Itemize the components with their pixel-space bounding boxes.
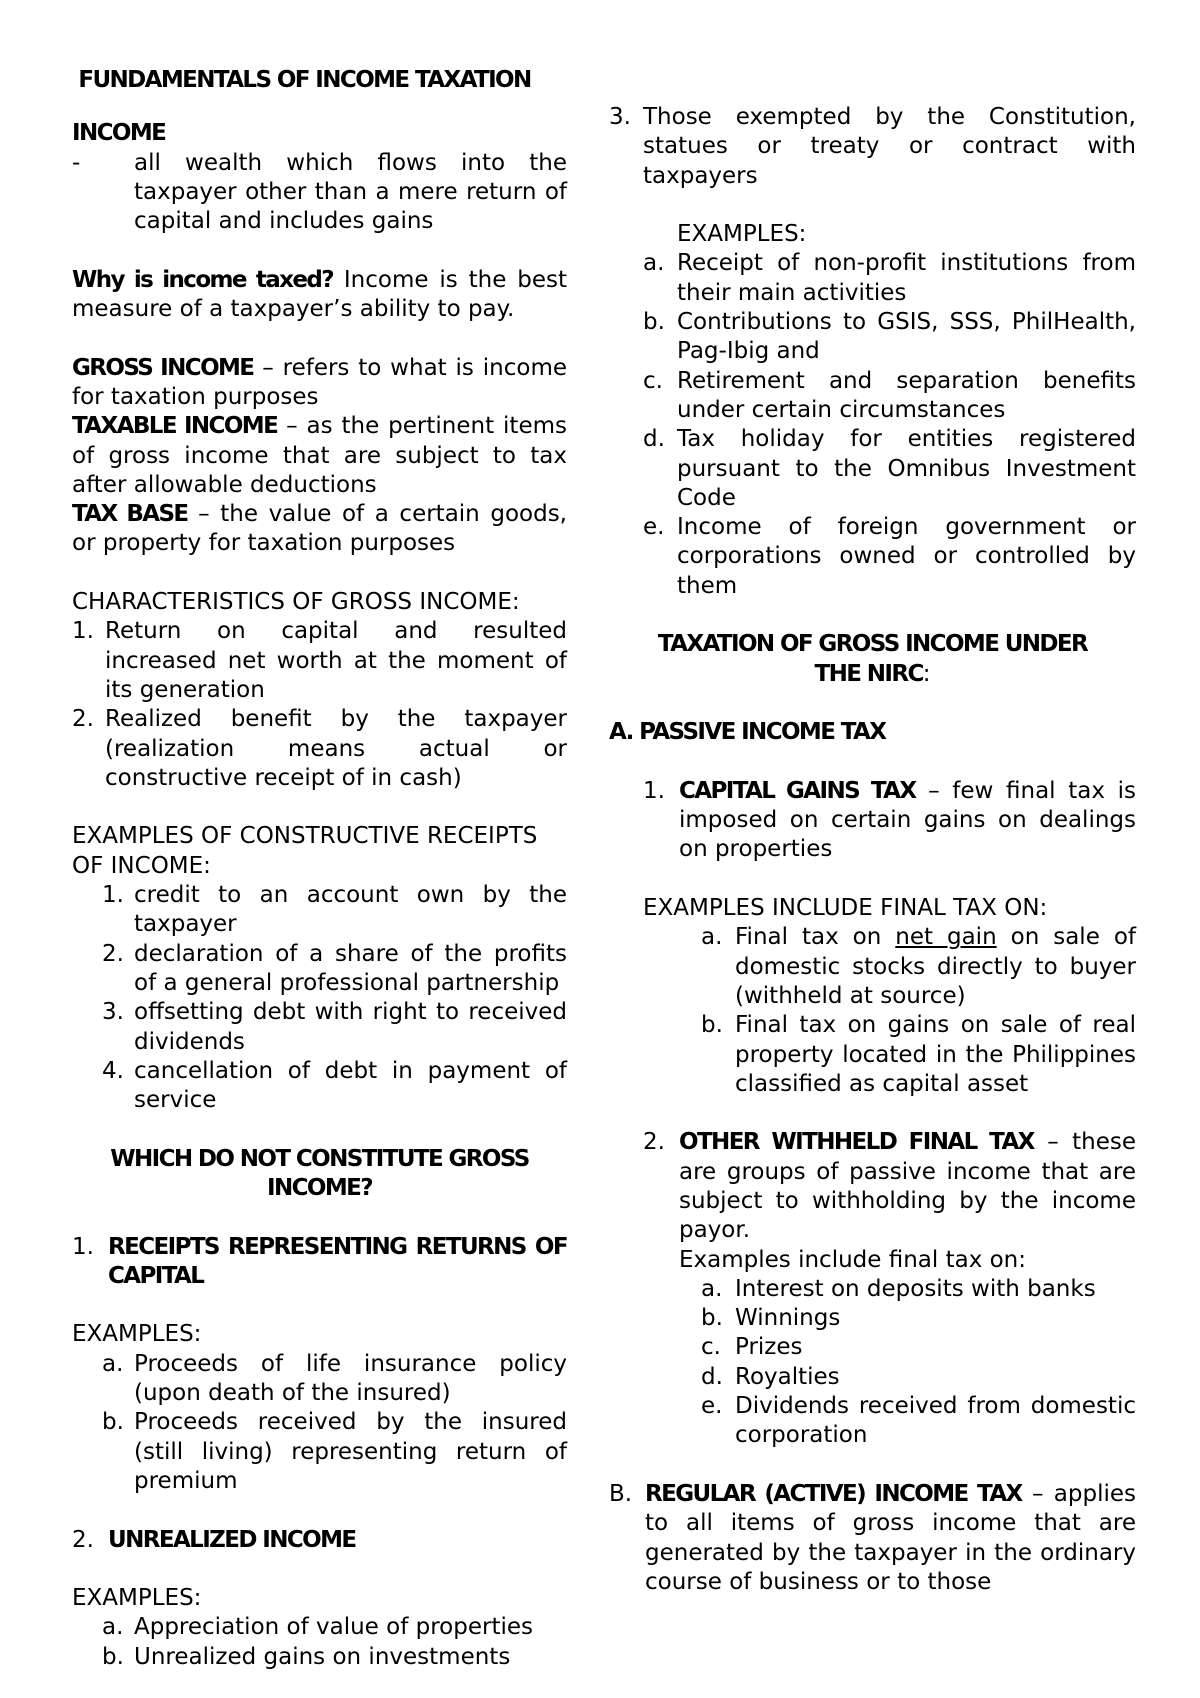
regular-income-tax: B. REGULAR (ACTIVE) INCOME TAX – applies to all items of gross income that are generated by the taxpayer in the ordinary course of business or to those [609, 1480, 1136, 1595]
list-item-text: Return on capital and resulted increased net worth at the moment of its generation [105, 618, 567, 703]
list-item-text: offsetting debt with right to received dividends [134, 999, 567, 1055]
left-column [72, 0, 567, 1672]
list-marker: c. [643, 367, 663, 394]
list-marker: a. [643, 250, 665, 277]
nirc-heading: TAXATION OF GROSS INCOME UNDER THE NIRC: [657, 631, 1088, 687]
list-marker: b. [102, 1409, 124, 1436]
list-marker: a. [701, 1275, 723, 1302]
list-item [72, 940, 567, 999]
list-marker: 4. [102, 1057, 124, 1084]
constructive-receipts-list [72, 881, 567, 1115]
list-marker: b. [643, 309, 665, 336]
list-marker: b. [102, 1643, 124, 1670]
list-marker: 2. [72, 706, 94, 733]
list-item-text: Contributions to GSIS, SSS, PhilHealth, Pag-Ibig and [677, 309, 1136, 365]
list-item [643, 1304, 1136, 1333]
list-item-text: Winnings [735, 1305, 841, 1332]
list-item-text: Proceeds received by the insured (still living) representing return of premium [134, 1409, 567, 1494]
list-marker: e. [643, 514, 665, 541]
list-item [72, 998, 567, 1057]
income-heading: INCOME [72, 120, 166, 147]
list-marker: 3. [102, 999, 124, 1026]
why-income-taxed: Why is income taxed? Income is the best measure of a taxpayer’s ability to pay. [72, 266, 567, 323]
list-item [72, 1350, 567, 1409]
income-definition: - all wealth which flows into the taxpayer other than a mere return of capital and includes gains [72, 149, 567, 235]
list-item [72, 1643, 567, 1672]
list-marker: a. [102, 1350, 124, 1377]
list-marker: d. [643, 426, 665, 453]
owft-examples-label: Examples include final tax on: [679, 1246, 1027, 1273]
list-item-text: Interest on deposits with banks [735, 1275, 1096, 1302]
owft-examples-list [643, 1275, 1136, 1451]
list-item [72, 1613, 567, 1642]
unrealized-examples-list [72, 1613, 567, 1672]
list-item [72, 705, 567, 793]
list-item-text: declaration of a share of the profits of a general professional partnership [134, 940, 567, 996]
cgt-examples-label: EXAMPLES INCLUDE FINAL TAX ON: [643, 895, 1048, 922]
capital-gains-tax: 1. CAPITAL GAINS TAX – few final tax is imposed on certain gains on dealings on properties [643, 777, 1136, 863]
taxable-income-definition: TAXABLE INCOME – as the pertinent items of gross income that are subject to tax after allowable deductions [72, 413, 567, 498]
list-item-text: cancellation of debt in payment of service [134, 1057, 567, 1114]
list-marker: 2. [102, 940, 124, 967]
list-item-text: Royalties [735, 1363, 840, 1390]
exempted-item: 3. Those exempted by the Constitution, statues or treaty or contract with taxpayers [609, 104, 1136, 189]
list-item-text: Prizes [735, 1334, 803, 1361]
list-item-text: Tax holiday for entities registered pursuant to the Omnibus Investment Code [677, 426, 1136, 511]
list-item [643, 1363, 1136, 1392]
list-item [643, 425, 1136, 513]
other-withheld-final-tax: 2. OTHER WITHHELD FINAL TAX – these are groups of passive income that are subject to withholding by the income payor. [643, 1129, 1136, 1244]
constructive-receipts-heading: EXAMPLES OF CONSTRUCTIVE RECEIPTS OF INCOME: [72, 823, 538, 879]
list-item [72, 1057, 567, 1116]
list-marker: e. [701, 1393, 723, 1420]
tax-base-definition: TAX BASE – the value of a certain goods, or property for taxation purposes [72, 501, 567, 557]
passive-income-heading: A. PASSIVE INCOME TAX [609, 719, 886, 746]
unrealized-income: 2. UNREALIZED INCOME [72, 1526, 356, 1553]
page-title: FUNDAMENTALS OF INCOME TAXATION [78, 67, 531, 93]
list-marker: a. [102, 1614, 124, 1641]
receipts-examples-list [72, 1350, 567, 1496]
list-item [72, 617, 567, 705]
list-item [643, 367, 1136, 426]
list-marker: d. [701, 1363, 723, 1390]
not-gross-income-heading: WHICH DO NOT CONSTITUTE GROSS INCOME? [110, 1145, 529, 1201]
right-column [609, 0, 1136, 1597]
receipts-returns-capital: 1. RECEIPTS REPRESENTING RETURNS OF CAPITAL [72, 1233, 567, 1289]
examples-label: EXAMPLES: [72, 1321, 202, 1348]
cgt-example-b: b. Final tax on gains on sale of real property located in the Philippines classified as capital asset [701, 1012, 1136, 1097]
list-item-text: Appreciation of value of properties [134, 1614, 533, 1641]
list-item-text: Income of foreign government or corporations owned or controlled by them [677, 514, 1136, 599]
list-item [643, 1392, 1136, 1451]
list-marker: c. [701, 1334, 721, 1361]
list-item [72, 881, 567, 940]
list-item-text: Retirement and separation benefits under certain circumstances [677, 367, 1136, 423]
list-marker: 1. [102, 882, 124, 909]
list-marker: 1. [72, 618, 94, 645]
list-item [643, 1333, 1136, 1362]
exempted-examples-list [643, 249, 1136, 601]
list-item [643, 513, 1136, 601]
list-item [72, 1408, 567, 1496]
examples-label: EXAMPLES: [677, 221, 807, 248]
list-item [643, 249, 1136, 308]
cgt-example-a: a. Final tax on net gain on sale of domestic stocks directly to buyer (withheld at source) [701, 924, 1136, 1009]
examples-label: EXAMPLES: [72, 1585, 202, 1612]
list-marker: b. [701, 1305, 723, 1332]
list-item-text: Proceeds of life insurance policy (upon death of the insured) [134, 1350, 567, 1407]
list-item-text: credit to an account own by the taxpayer [134, 882, 567, 938]
list-item [643, 308, 1136, 367]
list-item [643, 1275, 1136, 1304]
list-item-text: Unrealized gains on investments [134, 1643, 511, 1670]
characteristics-list [72, 617, 567, 793]
dash-marker: - [72, 149, 81, 176]
gross-income-definition: GROSS INCOME – refers to what is income for taxation purposes [72, 354, 567, 410]
list-item-text: Receipt of non-profit institutions from their main activities [677, 250, 1136, 306]
list-item-text: Realized benefit by the taxpayer (realization means actual or constructive receipt of in cash) [105, 706, 567, 791]
list-item-text: Dividends received from domestic corporation [735, 1393, 1136, 1449]
characteristics-heading: CHARACTERISTICS OF GROSS INCOME: [72, 589, 520, 616]
